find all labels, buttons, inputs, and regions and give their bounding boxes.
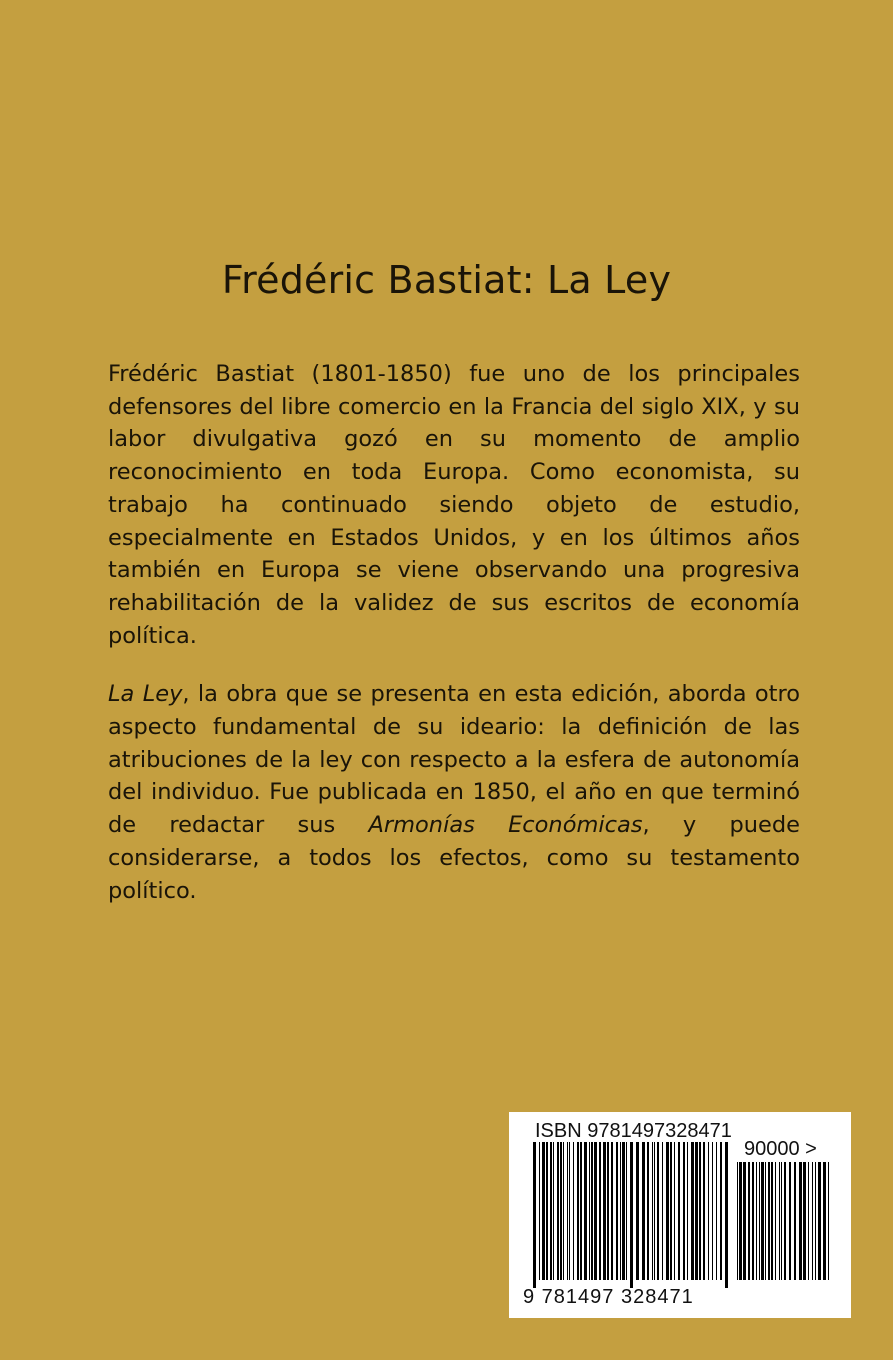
barcode-bar — [799, 1162, 802, 1280]
barcode-bar — [703, 1142, 705, 1280]
barcode-bar — [708, 1142, 709, 1280]
barcode-bar — [752, 1162, 754, 1280]
barcode-bar — [828, 1162, 829, 1280]
barcode-bar — [771, 1162, 773, 1280]
paragraph-2-text-a: , la obra que se presenta en esta edición, aborda otro aspecto fundamental de su ideario: la definición de las atribuciones de la ley con respecto a la esfera de autonomía del individuo. Fue publicada en 1850, el año en que terminó de redactar sus — [108, 681, 800, 839]
barcode-bar — [823, 1162, 826, 1280]
barcode-bar — [560, 1142, 562, 1280]
barcode-bar — [607, 1142, 609, 1280]
barcode-bar — [759, 1162, 760, 1280]
barcode-bar — [712, 1142, 713, 1280]
barcode-bar — [784, 1162, 786, 1280]
barcode-bar — [594, 1142, 597, 1280]
barcode-bar — [687, 1142, 688, 1280]
barcode-bar — [748, 1162, 750, 1280]
barcode-bar — [670, 1142, 672, 1280]
barcode-bar — [654, 1142, 655, 1280]
barcode-bar — [580, 1142, 582, 1280]
barcode-bar — [739, 1162, 742, 1280]
isbn-barcode — [509, 1112, 851, 1318]
barcode-bar — [720, 1142, 722, 1280]
ean-barcode-bars — [531, 1142, 729, 1288]
barcode-bar — [779, 1162, 780, 1280]
barcode-bar — [603, 1142, 606, 1280]
barcode-bar — [699, 1142, 701, 1280]
barcode-bar — [716, 1142, 717, 1280]
barcode-bar — [642, 1142, 645, 1280]
work-title-la-ley: La Ley — [108, 681, 183, 708]
barcode-bar — [761, 1162, 764, 1280]
price-code: 90000 > — [744, 1138, 817, 1160]
barcode-bar — [781, 1162, 782, 1280]
barcode-bar — [765, 1162, 766, 1280]
barcode-bar — [691, 1142, 694, 1280]
barcode-bar — [630, 1142, 633, 1288]
addon-barcode-bars — [735, 1162, 835, 1308]
barcode-bar — [812, 1162, 813, 1280]
barcode-bar — [620, 1142, 621, 1280]
barcode-bar — [683, 1142, 685, 1280]
barcode-bar — [768, 1162, 770, 1280]
paragraph-2-text-b: , y puede considerarse, a todos los efectos, como su testamento político. — [108, 812, 800, 904]
barcode-bar — [657, 1142, 659, 1280]
barcode-bar — [563, 1142, 564, 1280]
description-paragraph-2 — [108, 678, 800, 907]
isbn-label: ISBN 9781497328471 — [535, 1120, 732, 1142]
barcode-bar — [599, 1142, 601, 1280]
barcode-bar — [789, 1162, 791, 1280]
barcode-bar — [794, 1162, 796, 1280]
barcode-bar — [678, 1142, 680, 1280]
barcode-bar — [542, 1142, 545, 1280]
barcode-bar — [737, 1162, 738, 1280]
barcode-bar — [725, 1142, 728, 1288]
barcode-bar — [539, 1142, 540, 1280]
barcode-bar — [577, 1142, 579, 1280]
isbn-digits: 9 781497 328471 — [523, 1286, 694, 1308]
barcode-bar — [743, 1162, 746, 1280]
barcode-bar — [775, 1162, 776, 1280]
work-title-armonias: Armonías Económicas — [368, 812, 643, 839]
barcode-bar — [818, 1162, 821, 1280]
barcode-bar — [662, 1142, 663, 1280]
barcode-bar — [666, 1142, 669, 1280]
barcode-bar — [622, 1142, 625, 1280]
barcode-bar — [636, 1142, 639, 1280]
barcode-bar — [567, 1142, 568, 1280]
book-title: Frédéric Bastiat: La Ley — [221, 258, 672, 302]
barcode-bar — [546, 1142, 548, 1280]
barcode-bar — [808, 1162, 809, 1280]
barcode-bar — [652, 1142, 653, 1280]
barcode-bar — [589, 1142, 590, 1280]
barcode-bar — [803, 1162, 806, 1280]
barcode-bar — [611, 1142, 613, 1280]
barcode-bar — [647, 1142, 649, 1280]
barcode-bar — [550, 1142, 552, 1280]
barcode-bar — [557, 1142, 559, 1280]
description-paragraph-1: Frédéric Bastiat (1801-1850) fue uno de los principales defensores del libre comercio en la Francia del siglo XIX, y su labor divulgativa gozó en su momento de amplio reconocimiento en toda Europa. Como economista, su trabajo ha continuado siendo objeto de estudio, especialmente en Estados Unidos, y en los últimos años también en Europa se viene observando una progresiva rehabilitación de la validez de sus escritos de economía política. — [108, 361, 800, 649]
barcode-bar — [591, 1142, 593, 1280]
barcode-bar — [573, 1142, 574, 1280]
barcode-bar — [674, 1142, 675, 1280]
barcode-bar — [616, 1142, 618, 1280]
barcode-bar — [626, 1142, 627, 1280]
barcode-bar — [584, 1142, 587, 1280]
barcode-bar — [756, 1162, 757, 1280]
barcode-bar — [695, 1142, 698, 1280]
barcode-bar — [569, 1142, 570, 1280]
barcode-bar — [533, 1142, 536, 1288]
book-description — [108, 358, 800, 933]
barcode-bar — [553, 1142, 554, 1280]
barcode-bar — [815, 1162, 816, 1280]
